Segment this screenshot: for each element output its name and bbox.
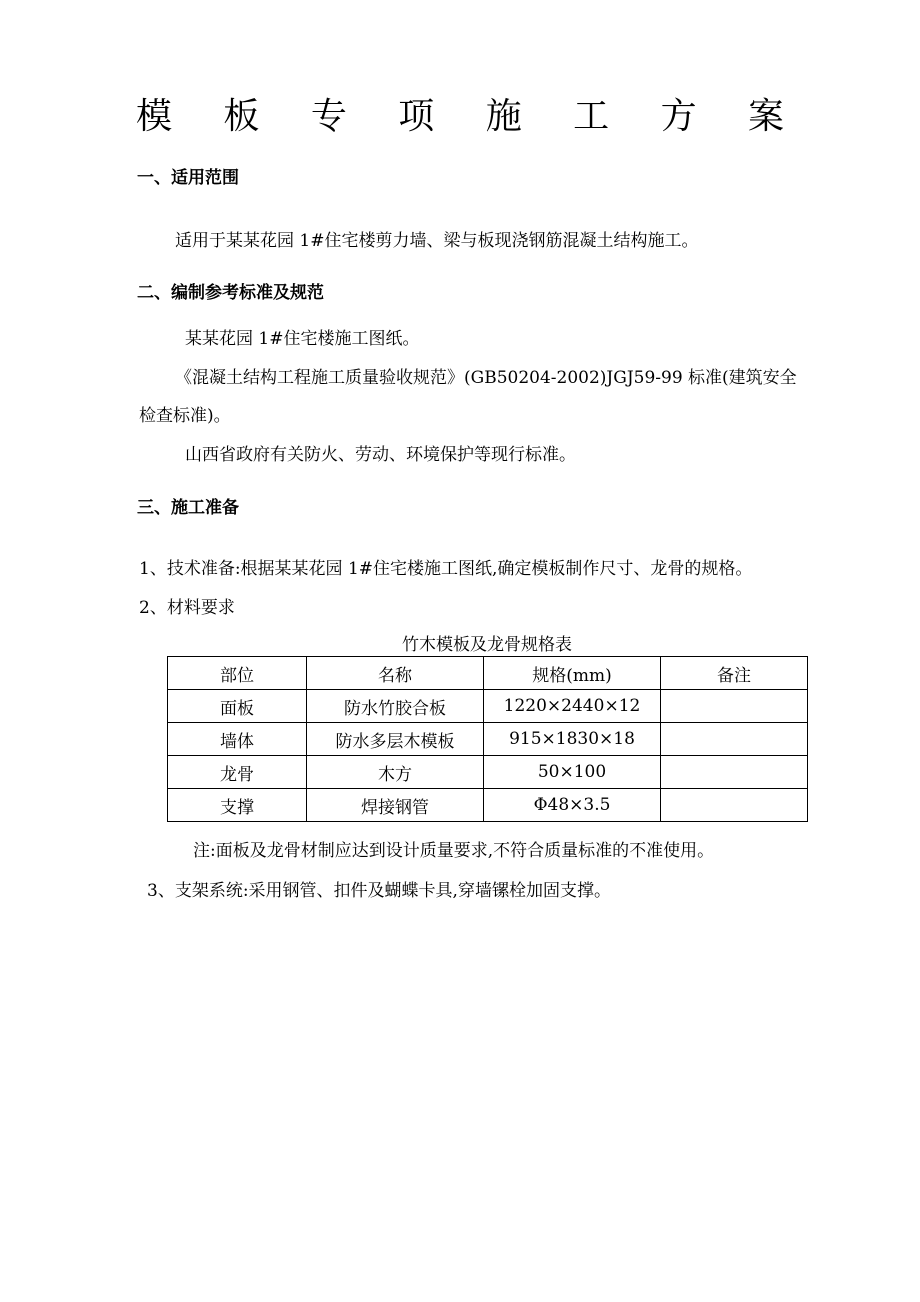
table-cell: 木方 [307,756,484,789]
header-cell: 规格(mm) [484,657,661,690]
table-cell: 龙骨 [168,756,307,789]
section-1-paragraph: 适用于某某花园 1#住宅楼剪力墙、梁与板现浇钢筋混凝土结构施工。 [175,231,699,251]
table-cell: 915×1830×18 [484,723,661,756]
table-row [168,789,808,822]
table-cell [661,789,808,822]
section-2-paragraph-2: 《混凝土结构工程施工质量验收规范》(GB50204-2002)JGJ59-99 标准(建筑安全 [175,368,797,388]
table-caption: 竹木模板及龙骨规格表 [402,635,572,655]
header-cell: 部位 [168,657,307,690]
section-3-item-3: 3、支架系统:采用钢管、扣件及蝴蝶卡具,穿墙镙栓加固支撑。 [147,881,611,901]
section-2-paragraph-3: 山西省政府有关防火、劳动、环境保护等现行标准。 [185,445,576,465]
table-cell: 1220×2440×12 [484,690,661,723]
table-cell: 防水多层木模板 [307,723,484,756]
table-cell [661,690,808,723]
table-note: 注:面板及龙骨材制应达到设计质量要求,不符合质量标准的不准使用。 [193,841,715,861]
table-row [168,756,808,789]
section-3-item-1: 1、技术准备:根据某某花园 1#住宅楼施工图纸,确定模板制作尺寸、龙骨的规格。 [139,559,753,579]
section-3-item-2: 2、材料要求 [139,598,235,618]
table-row [168,690,808,723]
table-cell: 面板 [168,690,307,723]
table-cell [661,756,808,789]
section-1-heading: 一、适用范围 [137,168,239,188]
table-cell: 50×100 [484,756,661,789]
header-cell: 备注 [661,657,808,690]
section-2-paragraph-2-cont: 检查标准)。 [139,406,231,426]
table-cell: Φ48×3.5 [484,789,661,822]
table-cell [661,723,808,756]
table-cell: 墙体 [168,723,307,756]
section-2-paragraph-1: 某某花园 1#住宅楼施工图纸。 [185,329,420,349]
document-title: 模 板 专 项 施 工 方 案 [135,96,805,137]
header-cell: 名称 [307,657,484,690]
table-row [168,723,808,756]
table-cell: 防水竹胶合板 [307,690,484,723]
section-3-heading: 三、施工准备 [137,498,239,518]
section-2-heading: 二、编制参考标准及规范 [137,283,324,303]
spec-table [167,656,808,822]
table-cell: 焊接钢管 [307,789,484,822]
table-header-row [168,657,808,690]
table-cell: 支撑 [168,789,307,822]
